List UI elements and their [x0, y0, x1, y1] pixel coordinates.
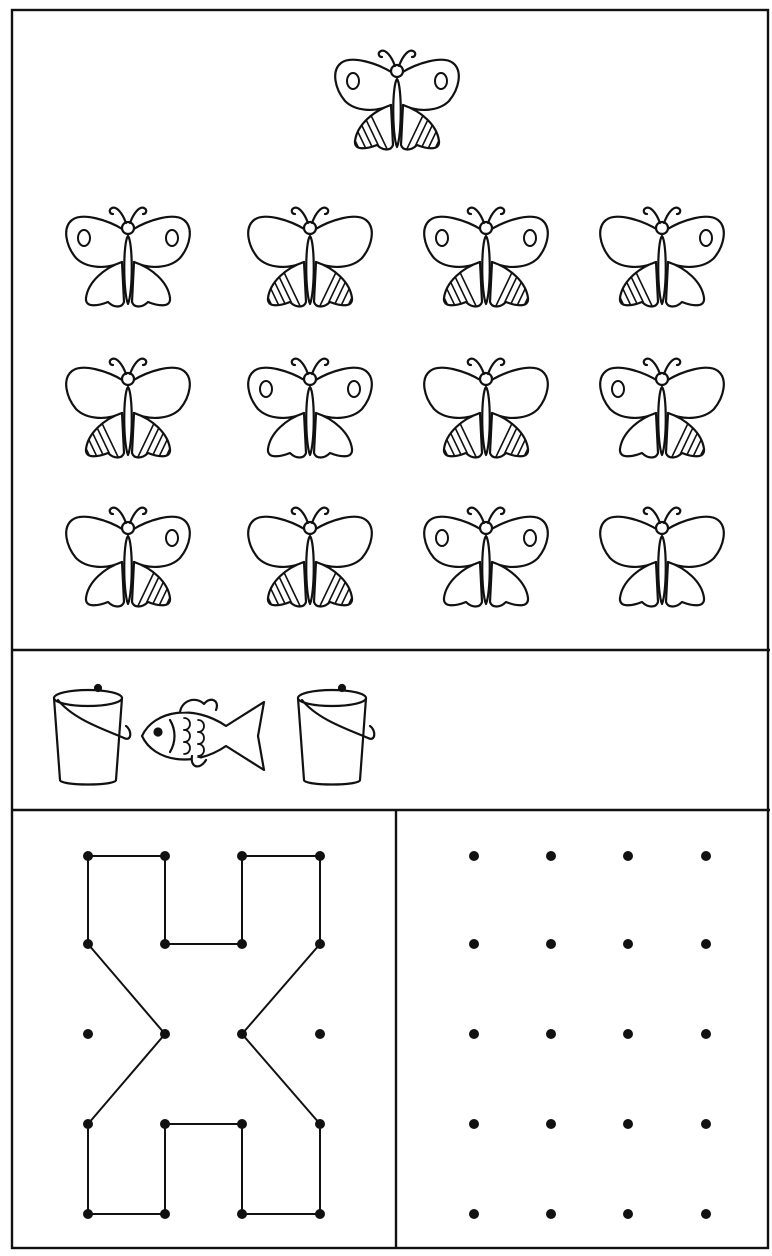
butterfly-body [306, 387, 314, 455]
butterfly-r3-c3 [424, 508, 548, 607]
blank-dot-r1-c3 [623, 851, 633, 861]
example-dot-r3-c2 [160, 1029, 170, 1039]
butterfly-body [658, 536, 666, 604]
blank-dot-r3-c1 [469, 1029, 479, 1039]
antenna-right [130, 508, 146, 523]
antenna-right [312, 208, 328, 223]
butterfly-body [482, 236, 490, 304]
left-wing-spot [436, 230, 448, 246]
antenna-left [292, 208, 308, 223]
butterfly-head [122, 373, 134, 385]
blank-dot-r3-c4 [701, 1029, 711, 1039]
butterfly-body [393, 79, 401, 147]
lower-left-wing [620, 413, 658, 458]
example-dot-r3-c1 [83, 1029, 93, 1039]
blank-dot-r2-c4 [701, 939, 711, 949]
butterfly-r3-c4 [600, 508, 724, 607]
blank-dot-r5-c2 [546, 1209, 556, 1219]
example-dot-r3-c3 [237, 1029, 247, 1039]
lower-left-wing [620, 562, 658, 607]
antenna-left [110, 508, 126, 523]
antenna-right [130, 359, 146, 374]
blank-dot-r4-c4 [701, 1119, 711, 1129]
antenna-right [488, 508, 504, 523]
lower-right-wing [314, 562, 352, 607]
upper-right-wing [401, 60, 459, 110]
sequence-item-2-fish [142, 700, 264, 770]
antenna-left [292, 508, 308, 523]
butterfly-head [656, 222, 668, 234]
reference-butterfly [332, 51, 462, 153]
bucket-knob [339, 685, 345, 691]
butterfly-head [122, 222, 134, 234]
lower-left-wing [444, 562, 482, 607]
antenna-right [664, 508, 680, 523]
example-dot-r4-c2 [160, 1119, 170, 1129]
blank-dot-r2-c1 [469, 939, 479, 949]
blank-dot-r3-c2 [546, 1029, 556, 1039]
lower-right-wing [666, 562, 704, 607]
butterfly-body [124, 236, 132, 304]
bucket-body [298, 698, 366, 785]
example-dot-grid [83, 851, 325, 1219]
right-wing-spot [435, 73, 447, 89]
frame [12, 10, 770, 1248]
antenna-left [110, 208, 126, 223]
left-wing-spot [78, 230, 90, 246]
blank-dot-r1-c1 [469, 851, 479, 861]
right-wing-spot [166, 230, 178, 246]
fish-eye [155, 729, 162, 736]
sequence-item-1-bucket [54, 685, 130, 785]
upper-right-wing [314, 368, 372, 418]
upper-right-wing [666, 517, 724, 567]
example-dot-r2-c3 [237, 939, 247, 949]
butterfly-r2-c1 [63, 359, 193, 461]
example-dot-r4-c1 [83, 1119, 93, 1129]
blank-dot-r2-c2 [546, 939, 556, 949]
upper-left-wing [66, 217, 124, 267]
example-dot-r5-c3 [237, 1209, 247, 1219]
upper-right-wing [132, 217, 190, 267]
upper-right-wing [314, 517, 372, 567]
antenna-left [292, 359, 308, 374]
antenna-left [468, 508, 484, 523]
bucket-body [54, 698, 122, 785]
antenna-right [312, 508, 328, 523]
example-x-shape-path [88, 856, 320, 1214]
upper-left-wing [335, 60, 393, 110]
butterfly-r3-c2 [245, 508, 375, 610]
butterfly-head [391, 65, 403, 77]
upper-right-wing [132, 368, 190, 418]
upper-right-wing [666, 368, 724, 418]
butterfly-head [304, 373, 316, 385]
antenna-left [468, 208, 484, 223]
antenna-right [312, 359, 328, 374]
antenna-right [130, 208, 146, 223]
blank-dot-r4-c1 [469, 1119, 479, 1129]
upper-right-wing [314, 217, 372, 267]
antenna-right [488, 208, 504, 223]
upper-left-wing [248, 517, 306, 567]
butterfly-body [306, 236, 314, 304]
butterfly-body [482, 536, 490, 604]
example-dot-r1-c2 [160, 851, 170, 861]
blank-dot-r1-c2 [546, 851, 556, 861]
upper-left-wing [600, 217, 658, 267]
example-dot-r4-c3 [237, 1119, 247, 1129]
butterfly-head [480, 222, 492, 234]
example-dot-r1-c3 [237, 851, 247, 861]
butterfly-head [304, 522, 316, 534]
sequence-section [54, 685, 374, 785]
example-dot-r4-c4 [315, 1119, 325, 1129]
right-wing-spot [166, 530, 178, 546]
example-dot-r1-c1 [83, 851, 93, 861]
blank-dot-r2-c3 [623, 939, 633, 949]
blank-dot-grid [469, 851, 711, 1219]
butterfly-body [658, 236, 666, 304]
lower-right-wing [132, 562, 170, 607]
bucket-rim [54, 690, 122, 706]
butterfly-body [124, 387, 132, 455]
bucket-rim [298, 690, 366, 706]
blank-dot-r1-c4 [701, 851, 711, 861]
upper-left-wing [600, 517, 658, 567]
butterfly-r1-c4 [597, 208, 724, 310]
outer-border [12, 10, 768, 1248]
lower-right-wing [666, 413, 704, 458]
upper-left-wing [248, 217, 306, 267]
lower-right-wing [401, 105, 439, 150]
butterfly-section [63, 51, 727, 610]
example-dot-r2-c4 [315, 939, 325, 949]
butterfly-r2-c2 [248, 359, 372, 458]
lower-right-wing [132, 413, 170, 458]
left-wing-spot [260, 381, 272, 397]
blank-dot-r5-c4 [701, 1209, 711, 1219]
butterfly-r1-c2 [245, 208, 375, 310]
left-wing-spot [612, 381, 624, 397]
butterfly-head [304, 222, 316, 234]
blank-dot-r5-c1 [469, 1209, 479, 1219]
example-dot-r5-c2 [160, 1209, 170, 1219]
fish-dorsal-fin [180, 700, 217, 712]
butterfly-head [480, 522, 492, 534]
antenna-right [399, 51, 415, 66]
lower-right-wing [490, 413, 528, 458]
lower-left-wing [444, 262, 482, 307]
lower-left-wing [86, 262, 124, 307]
left-wing-spot [436, 530, 448, 546]
butterfly-body [124, 536, 132, 604]
butterfly-body [482, 387, 490, 455]
antenna-left [644, 359, 660, 374]
right-wing-spot [348, 381, 360, 397]
blank-dot-r4-c3 [623, 1119, 633, 1129]
antenna-left [468, 359, 484, 374]
upper-right-wing [666, 217, 724, 267]
butterfly-head [122, 522, 134, 534]
butterfly-head [656, 373, 668, 385]
antenna-left [644, 208, 660, 223]
example-dot-r1-c4 [315, 851, 325, 861]
upper-right-wing [490, 517, 548, 567]
butterfly-r2-c3 [421, 359, 551, 461]
upper-left-wing [66, 368, 124, 418]
antenna-right [664, 208, 680, 223]
butterfly-r3-c1 [66, 508, 193, 610]
upper-left-wing [424, 517, 482, 567]
example-dot-r2-c2 [160, 939, 170, 949]
butterfly-body [658, 387, 666, 455]
lower-left-wing [268, 413, 306, 458]
butterfly-r1-c1 [66, 208, 190, 307]
antenna-left [110, 359, 126, 374]
example-dot-r2-c1 [83, 939, 93, 949]
blank-dot-r4-c2 [546, 1119, 556, 1129]
lower-right-wing [314, 262, 352, 307]
upper-left-wing [248, 368, 306, 418]
example-dot-r5-c4 [315, 1209, 325, 1219]
lower-left-wing [86, 413, 124, 458]
butterfly-head [656, 522, 668, 534]
lower-left-wing [355, 105, 393, 150]
lower-right-wing [490, 262, 528, 307]
sequence-item-3-bucket [298, 685, 374, 785]
bucket-knob [95, 685, 101, 691]
lower-left-wing [268, 562, 306, 607]
butterfly-body [306, 536, 314, 604]
antenna-left [379, 51, 395, 66]
lower-right-wing [132, 262, 170, 307]
upper-right-wing [490, 368, 548, 418]
lower-left-wing [620, 262, 658, 307]
upper-left-wing [66, 517, 124, 567]
antenna-right [664, 359, 680, 374]
lower-left-wing [444, 413, 482, 458]
butterfly-r2-c4 [600, 359, 727, 461]
butterfly-r1-c3 [421, 208, 551, 310]
upper-left-wing [600, 368, 658, 418]
upper-left-wing [424, 217, 482, 267]
lower-right-wing [490, 562, 528, 607]
right-wing-spot [524, 530, 536, 546]
upper-right-wing [490, 217, 548, 267]
upper-left-wing [424, 368, 482, 418]
blank-dot-r3-c3 [623, 1029, 633, 1039]
example-dot-r3-c4 [315, 1029, 325, 1039]
antenna-right [488, 359, 504, 374]
lower-right-wing [314, 413, 352, 458]
lower-right-wing [666, 262, 704, 307]
right-wing-spot [700, 230, 712, 246]
lower-left-wing [268, 262, 306, 307]
antenna-left [644, 508, 660, 523]
example-dot-r5-c1 [83, 1209, 93, 1219]
left-wing-spot [347, 73, 359, 89]
lower-left-wing [86, 562, 124, 607]
right-wing-spot [524, 230, 536, 246]
blank-dot-r5-c3 [623, 1209, 633, 1219]
upper-right-wing [132, 517, 190, 567]
butterfly-head [480, 373, 492, 385]
